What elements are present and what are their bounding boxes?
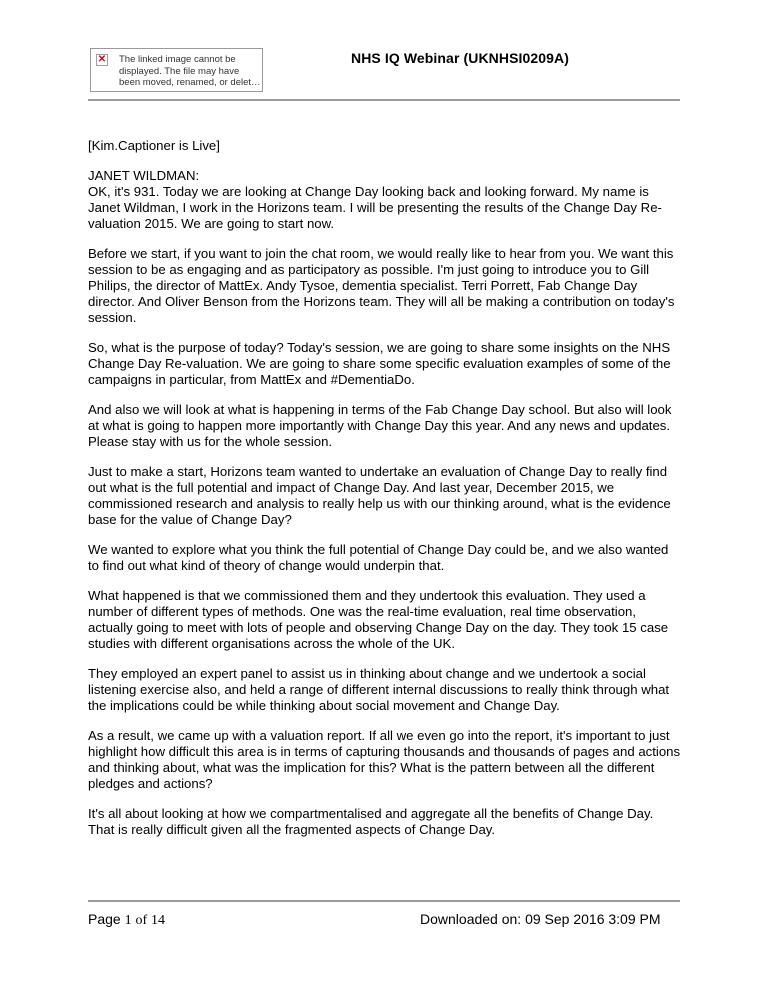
speaker-name: JANET WILDMAN:: [88, 168, 200, 183]
paragraph-9: As a result, we came up with a valuation report. If all we even go into the report, it's important to just highlight how difficult this area is in terms of capturing thousands and thousands of pages and actions and thinking about, what was the implication for this? What is the pattern between all the different pledges and actions?: [88, 728, 681, 791]
page-total: 14: [151, 913, 166, 928]
paragraph-3: So, what is the purpose of today? Today's session, we are going to share some insights on the NHS Change Day Re-valuation. We are going to share some specific evaluation examples of some of the campaigns in particular, from MattEx and #DementiaDo.: [88, 340, 671, 387]
paragraph-7: What happened is that we commissioned them and they undertook this evaluation. They used a number of different types of methods. One was the real-time evaluation, real time observation, actually going to meet with lots of people and observing Change Day on the day. They took 15 case studies with different organisations across the whole of the UK.: [88, 588, 669, 651]
caption-status: [Kim.Captioner is Live]: [88, 138, 220, 153]
page-word: Page: [88, 911, 121, 927]
paragraph-6: We wanted to explore what you think the full potential of Change Day could be, and we also wanted to find out what kind of theory of change would underpin that.: [88, 542, 669, 573]
paragraph-4: And also we will look at what is happening in terms of the Fab Change Day school. But also will look at what is going to happen more importantly with Change Day this year. And any news and updates. Please stay with us for the whole session.: [88, 402, 672, 449]
paragraph-1: OK, it's 931. Today we are looking at Change Day looking back and looking forward. My name is Janet Wildman, I work in the Horizons team. I will be presenting the results of the Change Day Re-valuation 2015. We are going to start now.: [88, 184, 662, 231]
paragraph-5: Just to make a start, Horizons team wanted to undertake an evaluation of Change Day to really find out what is the full potential and impact of Change Day. And last year, December 2015, we commissioned research and analysis to really help us with our thinking around, what is the evidence base for the value of Change Day?: [88, 464, 671, 527]
paragraph-2: Before we start, if you want to join the chat room, we would really like to hear from you. We want this session to be as engaging and as participatory as possible. I'm just going to introduce you to Gill Philips, the director of MattEx. Andy Tysoe, dementia specialist. Terri Porrett, Fab Change Day director. And Oliver Benson from the Horizons team. They will all be making a contribution on today's session.: [88, 246, 675, 325]
broken-linked-image: [90, 48, 263, 92]
page-current: 1: [124, 913, 132, 928]
broken-image-icon: ✕: [97, 54, 107, 65]
paragraph-10: It's all about looking at how we compartmentalised and aggregate all the benefits of Change Day. That is really difficult given all the fragmented aspects of Change Day.: [88, 806, 654, 837]
of-word: of: [135, 913, 148, 928]
download-timestamp: Downloaded on: 09 Sep 2016 3:09 PM: [420, 911, 661, 927]
broken-image-message: The linked image cannot be displayed. The file may have been moved, renamed, or delet…: [119, 54, 261, 88]
transcript-body: [88, 138, 683, 852]
header-divider: [88, 99, 680, 101]
footer-divider: [88, 900, 680, 902]
paragraph-8: They employed an expert panel to assist us in thinking about change and we undertook a social listening exercise also, and held a range of different internal discussions to really think through what the implications could be while thinking about social movement and Change Day.: [88, 666, 670, 713]
document-title: NHS IQ Webinar (UKNHSI0209A): [351, 50, 570, 66]
page-indicator: [88, 911, 165, 929]
